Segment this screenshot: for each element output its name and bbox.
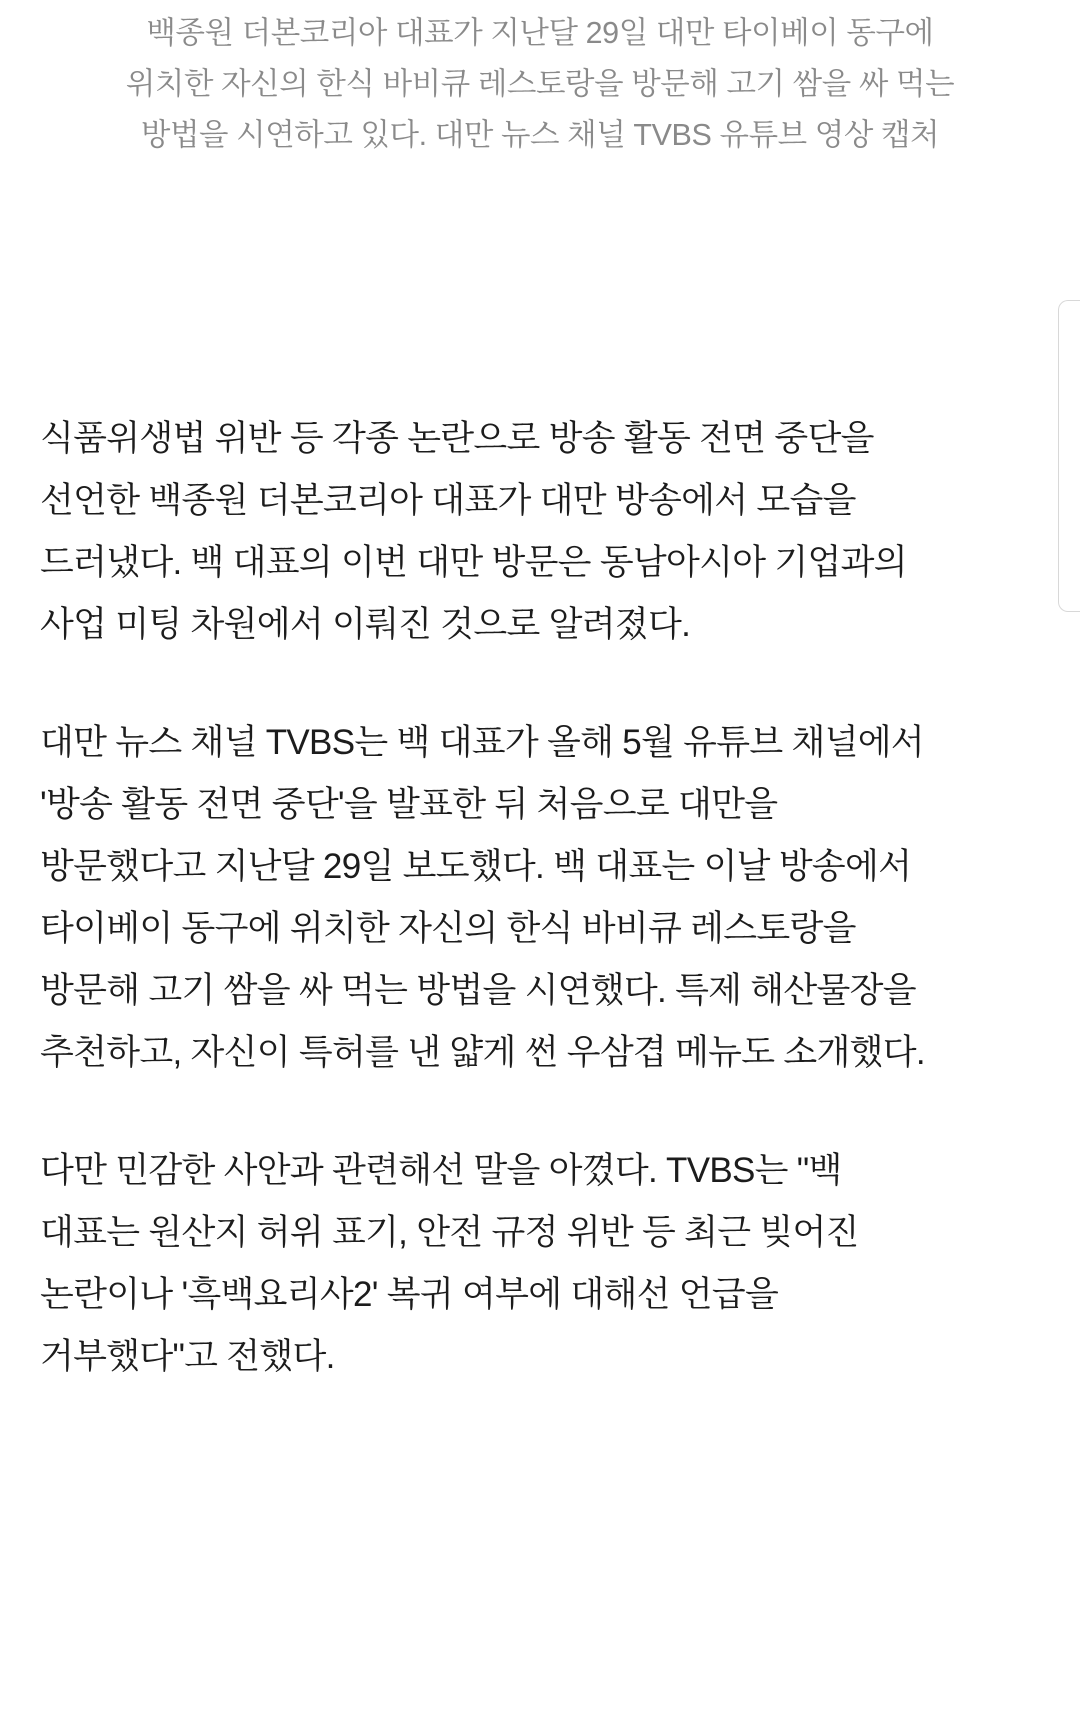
- side-panel-edge[interactable]: [1058, 300, 1080, 612]
- article-paragraph: 식품위생법 위반 등 각종 논란으로 방송 활동 전면 중단을 선언한 백종원 더본코리아 대표가 대만 방송에서 모습을 드러냈다. 백 대표의 이번 대만 방문은 동남아시아 기업과의 사업 미팅 차원에서 이뤄진 것으로 알려졌다.: [40, 419, 907, 644]
- article-paragraph: 다만 민감한 사안과 관련해선 말을 아꼈다. TVBS는 "백 대표는 원산지 허위 표기, 안전 규정 위반 등 최근 빚어진 논란이나 '흑백요리사2' 복귀 여부에 대해선 언급을 거부했다"고 전했다.: [40, 1151, 859, 1376]
- article-body: [40, 408, 940, 1388]
- image-caption: 백종원 더본코리아 대표가 지난달 29일 대만 타이베이 동구에 위치한 자신의 한식 바비큐 레스토랑을 방문해 고기 쌈을 싸 먹는 방법을 시연하고 있다. 대만 뉴스 채널 TVBS 유튜브 영상 캡처: [125, 16, 955, 152]
- article-paragraph: 대만 뉴스 채널 TVBS는 백 대표가 올해 5월 유튜브 채널에서 '방송 활동 전면 중단'을 발표한 뒤 처음으로 대만을 방문했다고 지난달 29일 보도했다. 백 대표는 이날 방송에서 타이베이 동구에 위치한 자신의 한식 바비큐 레스토랑을 방문해 고기 쌈을 싸 먹는 방법을 시연했다. 특제 해산물장을 추천하고, 자신이 특허를 낸 얇게 썬 우삼겹 메뉴도 소개했다.: [40, 723, 925, 1072]
